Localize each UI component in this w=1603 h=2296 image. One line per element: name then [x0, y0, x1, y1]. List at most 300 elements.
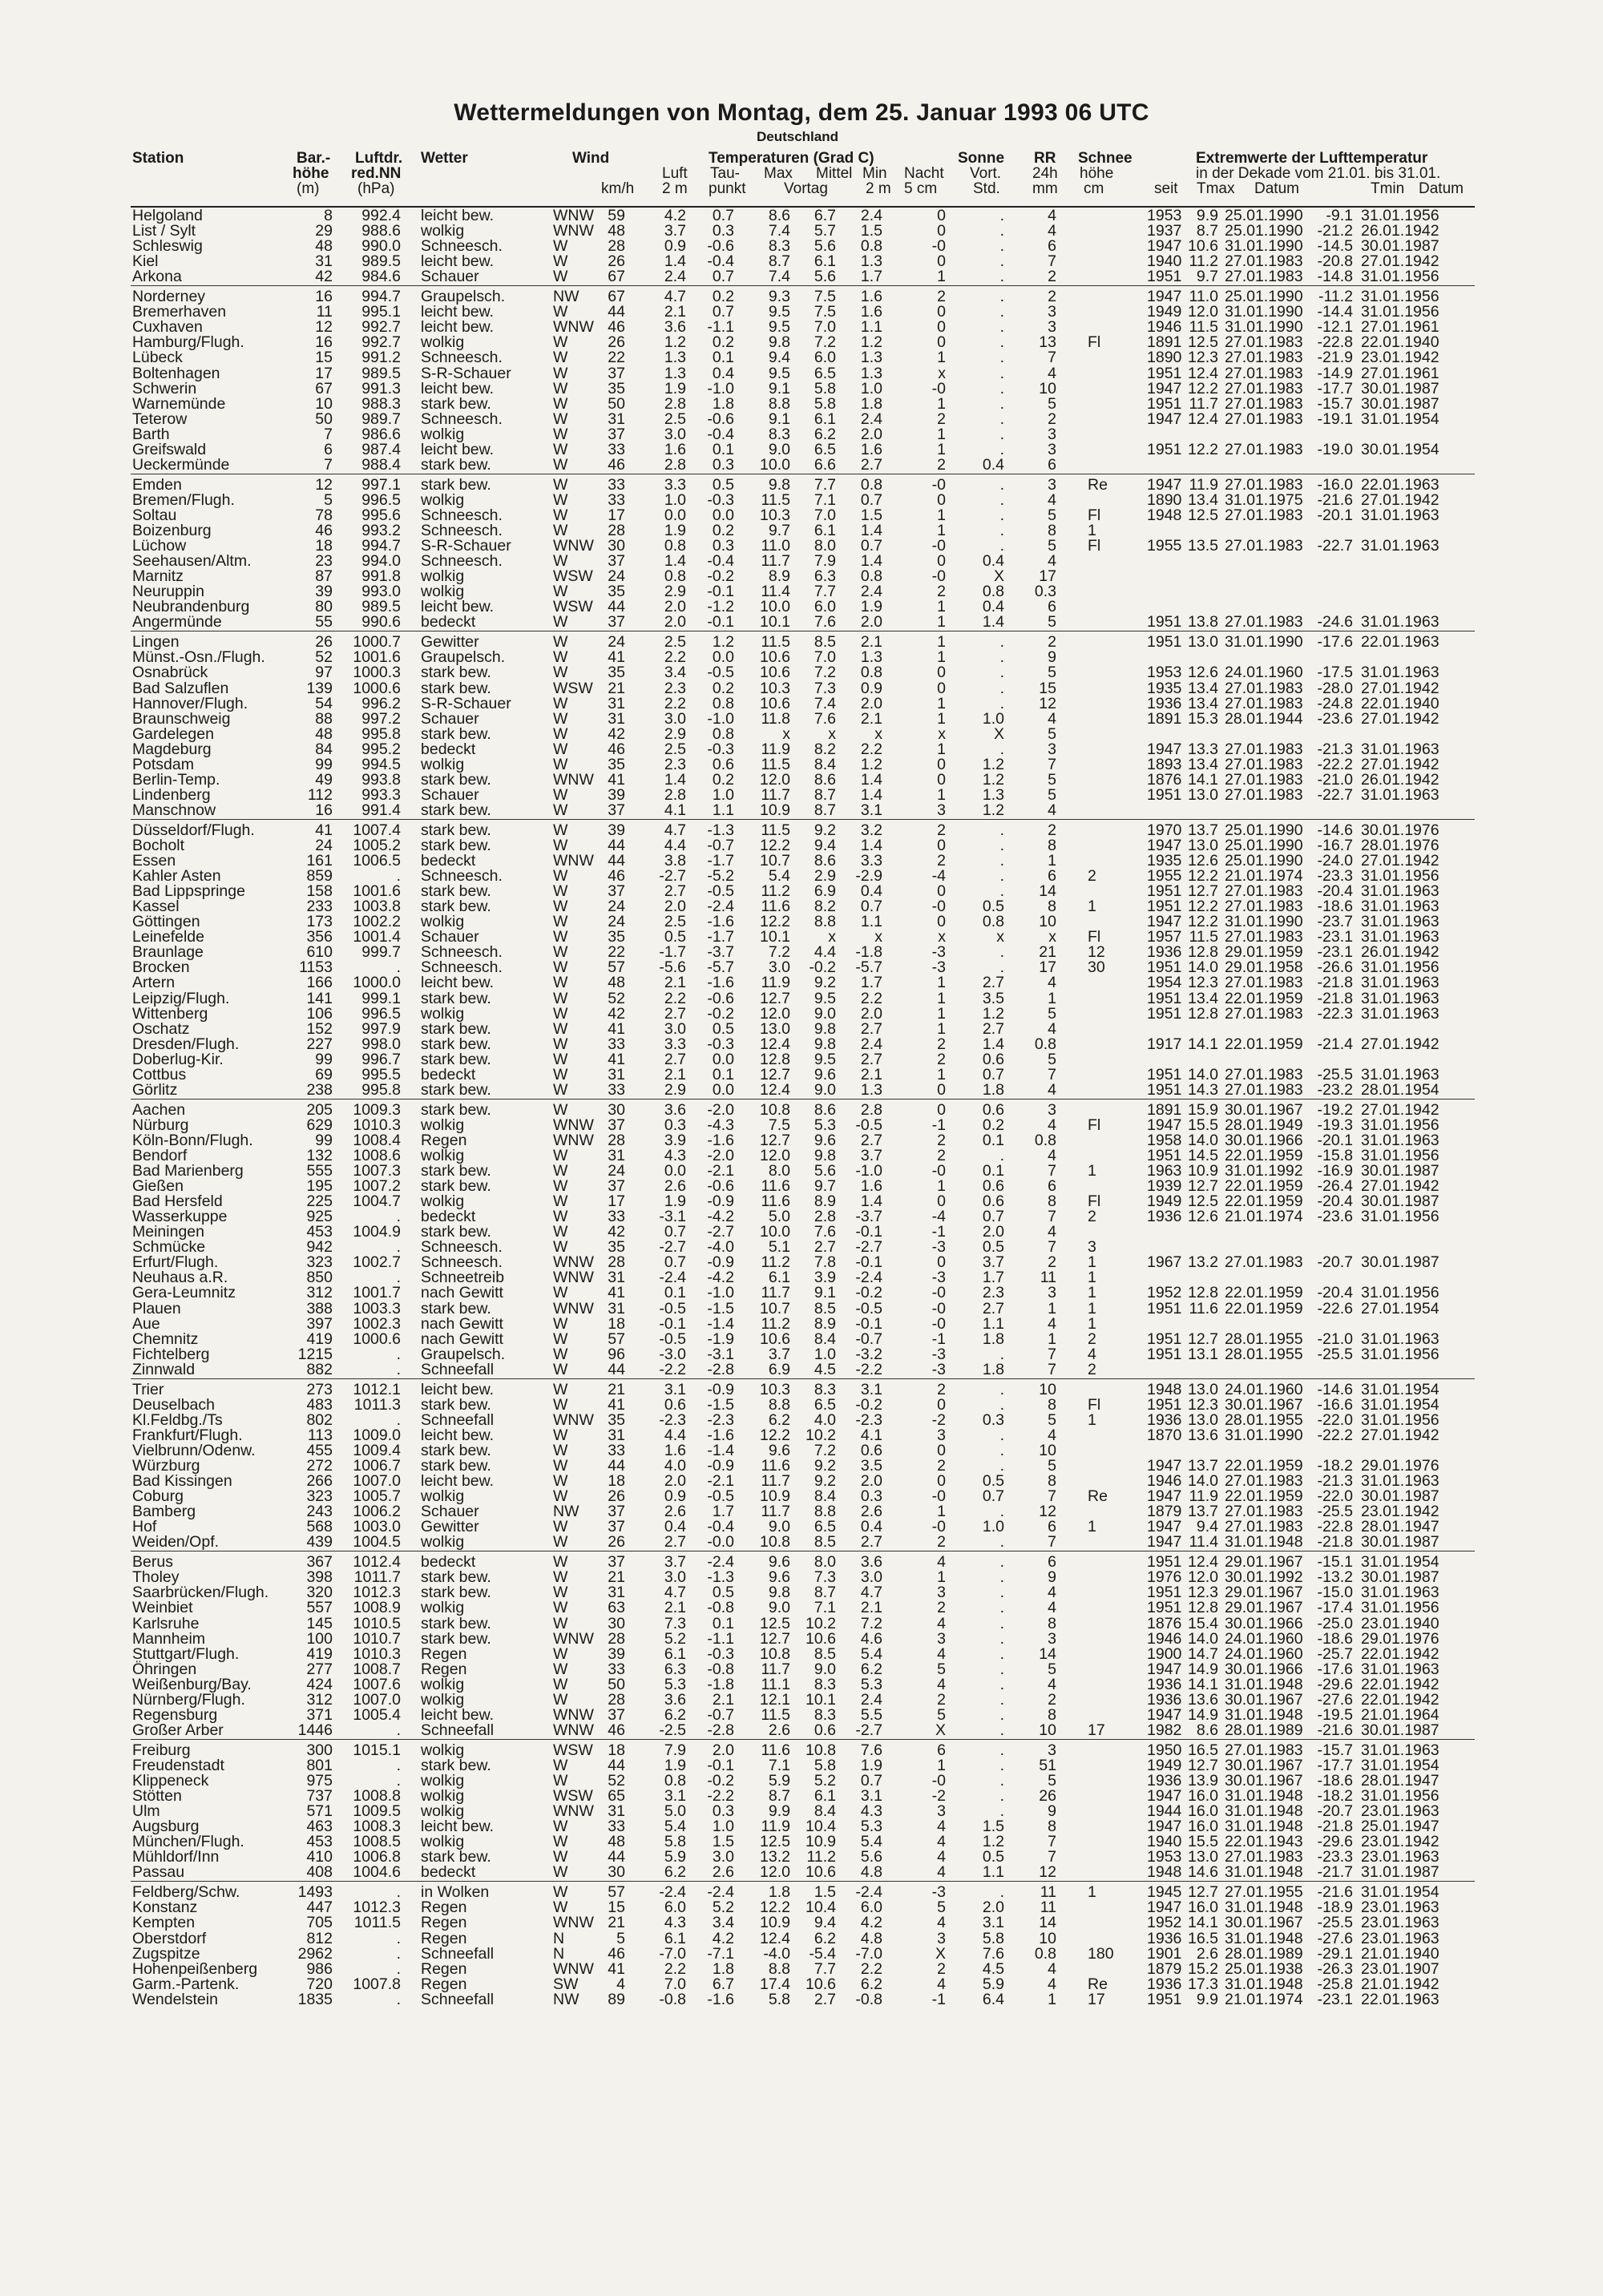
cell-taupunkt: 5.2 — [712, 1899, 734, 1917]
cell-rr24h: 4 — [1048, 1975, 1056, 1993]
cell-tmaxdate: 27.01.1983 — [1225, 1004, 1303, 1023]
cell-luft2m: 3.1 — [664, 1380, 686, 1398]
cell-luft2m: 4.7 — [664, 821, 686, 839]
hdr-punkt: punkt — [709, 180, 746, 197]
cell-tmin: -19.5 — [1317, 1705, 1353, 1724]
cell-sonne: x — [996, 928, 1004, 946]
cell-min2m: 4.8 — [860, 1863, 882, 1882]
cell-tmindate: 30.01.1987 — [1361, 1253, 1439, 1272]
cell-mittel: 7.2 — [814, 333, 836, 352]
cell-tmaxdate: 30.01.1966 — [1225, 1131, 1303, 1149]
cell-luft2m: 0.4 — [664, 1518, 686, 1536]
cell-tmin: -21.0 — [1317, 1330, 1353, 1348]
cell-nacht5cm: 4 — [937, 1863, 946, 1882]
cell-station: Boltenhagen — [132, 364, 220, 382]
cell-barhoehe: 16 — [315, 288, 333, 306]
cell-luft2m: 5.4 — [664, 1818, 686, 1836]
cell-station: Kl.Feldbg./Ts — [132, 1410, 223, 1429]
cell-luft2m: 2.2 — [664, 648, 686, 667]
hdr-tmin: Tmin — [1371, 180, 1405, 197]
cell-schnee: 1 — [1088, 898, 1096, 916]
cell-sonne: 7.6 — [982, 1944, 1004, 1963]
cell-rr24h: 3 — [1048, 475, 1056, 494]
cell-wetter: Schneesch. — [421, 349, 503, 367]
table-row — [0, 1209, 1603, 1225]
cell-winddir: W — [553, 664, 568, 682]
cell-luft2m: 1.9 — [664, 1192, 686, 1211]
cell-barhoehe: 882 — [306, 1360, 333, 1378]
cell-wetter: leicht bew. — [421, 379, 495, 397]
cell-winddir: W — [553, 303, 568, 321]
cell-winddir: WSW — [553, 1787, 593, 1806]
cell-winddir: W — [553, 1599, 568, 1617]
cell-windspeed: 30 — [608, 537, 625, 555]
cell-seit: 1890 — [1147, 490, 1182, 509]
cell-barhoehe: 371 — [306, 1705, 333, 1724]
cell-tmaxdate: 31.01.1990 — [1225, 237, 1303, 256]
cell-nacht5cm: -4 — [931, 867, 946, 886]
cell-nacht5cm: -4 — [931, 1208, 946, 1226]
cell-rr24h: 14 — [1039, 1644, 1056, 1663]
cell-min2m: 3.7 — [860, 1147, 882, 1164]
cell-station: Potsdam — [132, 755, 194, 773]
cell-winddir: W — [553, 1584, 568, 1602]
cell-schnee: Fl — [1088, 1192, 1101, 1211]
cell-max: 5.4 — [768, 867, 790, 886]
cell-nacht5cm: -0 — [931, 475, 946, 494]
cell-barhoehe: 243 — [306, 1503, 333, 1521]
cell-tmaxdate: 25.01.1990 — [1225, 852, 1303, 870]
hdr-vortag: Vortag — [784, 180, 828, 197]
cell-taupunkt: 0.0 — [712, 1050, 734, 1068]
group-divider — [131, 1881, 1475, 1882]
cell-barhoehe: 31 — [315, 252, 333, 271]
cell-tmin: -29.1 — [1317, 1944, 1353, 1963]
cell-station: Marnitz — [132, 567, 184, 586]
cell-barhoehe: 42 — [315, 268, 333, 286]
cell-luft2m: 2.1 — [664, 974, 686, 992]
cell-wetter: wolkig — [421, 1802, 465, 1821]
cell-winddir: W — [553, 425, 568, 443]
cell-luftdruck: 1008.8 — [353, 1787, 401, 1806]
cell-rr24h: 8 — [1048, 1614, 1056, 1632]
cell-luft2m: -2.7 — [659, 1238, 686, 1257]
cell-barhoehe: 132 — [306, 1147, 333, 1164]
cell-luft2m: 2.1 — [664, 1065, 686, 1083]
cell-barhoehe: 99 — [315, 1050, 333, 1068]
cell-barhoehe: 2962 — [297, 1944, 333, 1963]
cell-mittel: 10.4 — [806, 1899, 836, 1917]
cell-winddir: NW — [553, 288, 579, 306]
cell-nacht5cm: 0 — [937, 1441, 946, 1459]
cell-tmax: 12.2 — [1188, 867, 1218, 886]
cell-mittel: 6.3 — [814, 567, 836, 586]
cell-mittel: 7.8 — [814, 1253, 836, 1272]
cell-wetter: wolkig — [421, 222, 465, 240]
cell-schnee: 1 — [1088, 1314, 1096, 1333]
cell-tmax: 10.6 — [1188, 237, 1218, 256]
cell-luft2m: 1.3 — [664, 364, 686, 382]
cell-taupunkt: -0.4 — [707, 552, 734, 571]
cell-seit: 1951 — [1147, 1065, 1182, 1083]
cell-min2m: 2.4 — [860, 410, 882, 428]
cell-max: 10.9 — [760, 801, 790, 819]
cell-wetter: leicht bew. — [421, 1705, 495, 1724]
cell-tmaxdate: 27.01.1983 — [1225, 1848, 1303, 1866]
cell-min2m: 0.3 — [860, 1487, 882, 1506]
cell-sonne: 0.8 — [982, 583, 1004, 601]
cell-winddir: W — [553, 1162, 568, 1180]
cell-tmaxdate: 25.01.1938 — [1225, 1959, 1303, 1978]
cell-mittel: 5.8 — [814, 1756, 836, 1774]
cell-rr24h: 11 — [1040, 1269, 1056, 1287]
cell-luft2m: 2.0 — [664, 613, 686, 632]
cell-station: Regensburg — [132, 1705, 218, 1724]
cell-station: Angermünde — [132, 613, 222, 632]
cell-tmin: -29.6 — [1317, 1675, 1353, 1693]
cell-mittel: 9.6 — [814, 1131, 836, 1149]
cell-tmax: 13.9 — [1188, 1772, 1218, 1790]
cell-rr24h: 7 — [1048, 1208, 1056, 1226]
cell-max: 8.7 — [768, 252, 790, 271]
cell-max: 12.7 — [760, 1065, 790, 1083]
cell-taupunkt: 0.5 — [712, 1019, 734, 1038]
cell-taupunkt: 6.7 — [712, 1975, 734, 1993]
cell-seit: 1976 — [1147, 1568, 1182, 1587]
cell-nacht5cm: 3 — [937, 1929, 946, 1947]
cell-max: 7.4 — [768, 222, 790, 240]
cell-luft2m: 3.0 — [664, 709, 686, 728]
cell-luft2m: 0.9 — [664, 237, 686, 256]
cell-station: Erfurt/Flugh. — [132, 1253, 219, 1272]
cell-tmax: 13.1 — [1188, 1345, 1218, 1363]
cell-sonne: 0.5 — [982, 1238, 1004, 1257]
cell-winddir: W — [553, 867, 568, 886]
cell-station: Bremen/Flugh. — [132, 490, 235, 509]
hdr-luft: Luft — [662, 165, 688, 182]
cell-tmindate: 31.01.1956 — [1361, 867, 1439, 886]
cell-min2m: 5.3 — [860, 1818, 882, 1836]
cell-barhoehe: 801 — [306, 1756, 333, 1774]
cell-sonne: . — [999, 1533, 1004, 1552]
cell-taupunkt: 0.8 — [712, 694, 734, 712]
table-row — [0, 1395, 1603, 1414]
cell-tmindate: 22.01.1963 — [1361, 475, 1439, 494]
cell-tmax: 11.9 — [1189, 1487, 1218, 1506]
cell-tmin: -25.5 — [1317, 1065, 1353, 1083]
cell-station: Wasserkuppe — [132, 1208, 228, 1226]
hdr-wind: Wind — [572, 150, 610, 167]
cell-min2m: 1.1 — [860, 913, 882, 931]
cell-tmaxdate: 31.01.1948 — [1225, 1787, 1303, 1806]
cell-winddir: W — [553, 475, 568, 494]
cell-wetter: Regen — [421, 1660, 467, 1678]
cell-barhoehe: 7 — [324, 425, 333, 443]
cell-winddir: W — [553, 1223, 568, 1241]
cell-tmax: 11.5 — [1189, 318, 1218, 337]
cell-tmindate: 21.01.1940 — [1361, 1944, 1439, 1963]
cell-rr24h: 4 — [1048, 364, 1056, 382]
cell-station: Boizenburg — [132, 522, 212, 539]
cell-taupunkt: 0.2 — [712, 770, 734, 789]
cell-wetter: Schneesch. — [421, 1238, 503, 1257]
cell-min2m: -2.7 — [855, 1238, 882, 1257]
cell-tmin: -22.2 — [1317, 755, 1353, 773]
cell-winddir: WSW — [553, 1741, 593, 1759]
cell-min2m: -0.1 — [855, 1223, 882, 1241]
cell-nacht5cm: X — [935, 1721, 946, 1739]
cell-winddir: W — [553, 1457, 568, 1475]
table-row — [0, 508, 1603, 523]
cell-sonne: 2.0 — [982, 1223, 1004, 1241]
cell-wetter: stark bew. — [421, 679, 491, 697]
cell-wetter: stark bew. — [421, 1568, 491, 1587]
table-row — [0, 1080, 1603, 1099]
cell-windspeed: 44 — [608, 598, 625, 616]
cell-wetter: wolkig — [421, 583, 465, 601]
cell-windspeed: 37 — [608, 801, 625, 819]
cell-tmaxdate: 27.01.1983 — [1225, 928, 1303, 946]
cell-mittel: 8.5 — [814, 1299, 836, 1317]
cell-tmindate: 27.01.1942 — [1361, 709, 1439, 728]
cell-taupunkt: 0.1 — [712, 1614, 734, 1632]
cell-tmaxdate: 22.01.1959 — [1225, 1192, 1303, 1211]
cell-min2m: 1.8 — [860, 394, 882, 413]
cell-taupunkt: 0.3 — [712, 455, 734, 474]
cell-min2m: -5.7 — [855, 958, 882, 977]
cell-max: 11.7 — [761, 552, 790, 571]
cell-winddir: W — [553, 1050, 568, 1068]
cell-nacht5cm: 5 — [937, 1660, 946, 1678]
cell-luftdruck: . — [396, 1959, 401, 1978]
cell-tmindate: 30.01.1987 — [1361, 1533, 1439, 1552]
cell-taupunkt: -0.2 — [707, 1772, 734, 1790]
cell-min2m: 2.8 — [860, 1100, 882, 1119]
cell-barhoehe: 568 — [306, 1518, 333, 1536]
table-row — [0, 1915, 1603, 1931]
cell-sonne: 0.4 — [982, 598, 1004, 616]
cell-barhoehe: 1835 — [297, 1990, 333, 2008]
cell-windspeed: 21 — [608, 1568, 625, 1587]
cell-min2m: 4.3 — [860, 1802, 882, 1821]
cell-taupunkt: 1.0 — [712, 1818, 734, 1836]
cell-luftdruck: 1010.3 — [353, 1644, 401, 1663]
cell-tmindate: 30.01.1987 — [1361, 1162, 1439, 1180]
cell-rr24h: 3 — [1048, 440, 1056, 458]
hdr-rr: RR — [1034, 150, 1056, 167]
cell-tmindate: 22.01.1942 — [1361, 1675, 1439, 1693]
cell-schnee: 2 — [1088, 1360, 1096, 1378]
cell-wetter: stark bew. — [421, 882, 491, 901]
cell-station: Bremerhaven — [132, 303, 227, 321]
cell-windspeed: 24 — [608, 567, 625, 586]
cell-taupunkt: 0.6 — [712, 755, 734, 773]
cell-rr24h: 10 — [1039, 1929, 1056, 1947]
cell-luft2m: 5.9 — [664, 1848, 686, 1866]
cell-taupunkt: -3.1 — [707, 1345, 734, 1363]
cell-sonne: . — [999, 867, 1004, 886]
cell-tmax: 9.4 — [1196, 1518, 1218, 1536]
cell-seit: 1963 — [1147, 1162, 1182, 1180]
cell-seit: 1947 — [1147, 1457, 1182, 1475]
cell-tmax: 13.4 — [1188, 490, 1218, 509]
cell-nacht5cm: 2 — [937, 1690, 946, 1709]
table-row — [0, 1225, 1603, 1240]
cell-tmin: -18.6 — [1317, 1772, 1353, 1790]
cell-station: Berus — [132, 1553, 173, 1572]
cell-mittel: 9.2 — [814, 1457, 836, 1475]
table-row — [0, 1100, 1603, 1119]
cell-wetter: nach Gewitt — [421, 1284, 503, 1302]
cell-mittel: 9.8 — [814, 1019, 836, 1038]
cell-min2m: 2.0 — [860, 613, 882, 632]
cell-seit: 1935 — [1147, 679, 1182, 697]
cell-windspeed: 37 — [608, 1177, 625, 1196]
cell-tmin: -19.2 — [1317, 1100, 1353, 1119]
cell-mittel: 3.9 — [814, 1269, 836, 1287]
cell-rr24h: 3 — [1048, 303, 1056, 321]
cell-barhoehe: 424 — [306, 1675, 333, 1693]
cell-windspeed: 42 — [608, 1223, 625, 1241]
cell-max: 11.6 — [761, 1741, 790, 1759]
cell-sonne: . — [999, 1441, 1004, 1459]
cell-luftdruck: 997.9 — [361, 1019, 401, 1038]
cell-seit: 1949 — [1147, 303, 1182, 321]
table-row — [0, 1067, 1603, 1083]
cell-station: Schwerin — [132, 379, 197, 397]
cell-tmaxdate: 27.01.1983 — [1225, 475, 1303, 494]
cell-seit: 1952 — [1147, 1914, 1182, 1932]
cell-rr24h: 12 — [1039, 1863, 1056, 1882]
cell-winddir: W — [553, 252, 568, 271]
cell-windspeed: 33 — [608, 1080, 625, 1099]
cell-tmax: 12.7 — [1188, 1756, 1218, 1774]
cell-tmaxdate: 27.01.1983 — [1225, 679, 1303, 697]
cell-rr24h: 7 — [1048, 1848, 1056, 1866]
cell-luftdruck: . — [396, 1269, 401, 1287]
cell-wetter: wolkig — [421, 1004, 465, 1023]
cell-luftdruck: . — [396, 1990, 401, 2008]
cell-max: 10.7 — [760, 852, 790, 870]
cell-barhoehe: 571 — [306, 1802, 333, 1821]
cell-rr24h: 51 — [1039, 1756, 1056, 1774]
cell-winddir: W — [553, 1772, 568, 1790]
cell-winddir: WNW — [553, 1959, 594, 1978]
hdr-nacht: Nacht — [904, 165, 944, 182]
cell-taupunkt: 0.0 — [712, 1080, 734, 1099]
cell-luft2m: 2.3 — [664, 679, 686, 697]
cell-station: Bendorf — [132, 1147, 188, 1164]
cell-station: Nürnberg/Flugh. — [132, 1690, 245, 1709]
cell-wetter: Schneefall — [421, 1360, 495, 1378]
cell-barhoehe: 12 — [315, 475, 333, 494]
cell-luftdruck: 984.6 — [361, 268, 401, 286]
cell-rr24h: 9 — [1048, 1802, 1056, 1821]
cell-taupunkt: -1.6 — [707, 974, 734, 992]
cell-station: Braunlage — [132, 943, 204, 962]
cell-max: 12.5 — [760, 1614, 790, 1632]
cell-wetter: stark bew. — [421, 1756, 491, 1774]
cell-taupunkt: -0.0 — [707, 1533, 734, 1552]
cell-nacht5cm: 0 — [937, 303, 946, 321]
cell-seit: 1951 — [1147, 1345, 1182, 1363]
cell-tmin: -27.6 — [1317, 1929, 1353, 1947]
cell-luft2m: 3.3 — [664, 1035, 686, 1053]
cell-taupunkt: -2.8 — [707, 1360, 734, 1378]
cell-sonne: . — [999, 1147, 1004, 1164]
cell-schnee: 1 — [1088, 1883, 1096, 1902]
cell-tmaxdate: 27.01.1983 — [1225, 882, 1303, 901]
cell-wetter: Schneetreib — [421, 1269, 505, 1287]
cell-luftdruck: 1011.3 — [353, 1395, 401, 1414]
cell-tmaxdate: 27.01.1983 — [1225, 740, 1303, 758]
cell-windspeed: 41 — [608, 1050, 625, 1068]
cell-luft2m: 2.6 — [664, 1503, 686, 1521]
cell-sonne: . — [999, 1614, 1004, 1632]
group-divider — [131, 285, 1475, 286]
cell-max: 11.9 — [761, 740, 790, 758]
cell-tmaxdate: 27.01.1983 — [1225, 1503, 1303, 1521]
cell-station: Hof — [132, 1518, 157, 1536]
cell-station: Braunschweig — [132, 709, 231, 728]
cell-nacht5cm: 2 — [937, 1457, 946, 1475]
cell-luftdruck: 1008.9 — [353, 1599, 401, 1617]
cell-windspeed: 50 — [608, 1675, 625, 1693]
cell-rr24h: 5 — [1048, 1004, 1056, 1023]
cell-tmax: 14.0 — [1188, 958, 1218, 977]
cell-tmaxdate: 22.01.1959 — [1225, 1299, 1303, 1317]
cell-luft2m: 3.8 — [664, 852, 686, 870]
cell-wetter: Regen — [421, 1644, 467, 1663]
cell-tmindate: 27.01.1942 — [1361, 490, 1439, 509]
cell-luftdruck: 1007.6 — [353, 1675, 401, 1693]
cell-sonne: . — [999, 1426, 1004, 1444]
cell-max: 11.2 — [761, 1253, 790, 1272]
cell-tmax: 15.9 — [1188, 1100, 1218, 1119]
cell-barhoehe: 152 — [306, 1019, 333, 1038]
cell-tmin: -24.0 — [1317, 852, 1353, 870]
cell-sonne: 1.8 — [982, 1080, 1004, 1099]
cell-tmax: 2.6 — [1196, 1944, 1218, 1963]
table-row — [0, 1410, 1603, 1429]
cell-tmindate: 31.01.1963 — [1361, 882, 1439, 901]
cell-luftdruck: . — [396, 1883, 401, 1902]
table-row — [0, 1347, 1603, 1362]
cell-winddir: WNW — [553, 1721, 594, 1739]
cell-tmaxdate: 27.01.1983 — [1225, 974, 1303, 992]
cell-wetter: Gewitter — [421, 1518, 479, 1536]
cell-tmax: 12.7 — [1188, 882, 1218, 901]
cell-nacht5cm: 0 — [937, 490, 946, 509]
cell-station: Kahler Asten — [132, 867, 221, 886]
cell-windspeed: 41 — [608, 1284, 625, 1302]
cell-sonne: 1.2 — [982, 755, 1004, 773]
cell-rr24h: 0.8 — [1034, 1035, 1056, 1053]
cell-sonne: X — [993, 567, 1004, 586]
cell-rr24h: 7 — [1048, 1238, 1056, 1257]
cell-tmaxdate: 30.01.1966 — [1225, 1614, 1303, 1632]
cell-taupunkt: -0.9 — [707, 1380, 734, 1398]
cell-wetter: wolkig — [421, 333, 465, 352]
cell-min2m: 0.4 — [860, 1518, 882, 1536]
cell-luftdruck: 994.7 — [361, 288, 401, 306]
cell-sonne: . — [999, 1345, 1004, 1363]
cell-wetter: stark bew. — [421, 821, 491, 839]
cell-min2m: 1.4 — [860, 837, 882, 854]
cell-mittel: 10.6 — [806, 1863, 836, 1882]
cell-tmaxdate: 27.01.1983 — [1225, 694, 1303, 712]
cell-barhoehe: 410 — [306, 1848, 333, 1866]
